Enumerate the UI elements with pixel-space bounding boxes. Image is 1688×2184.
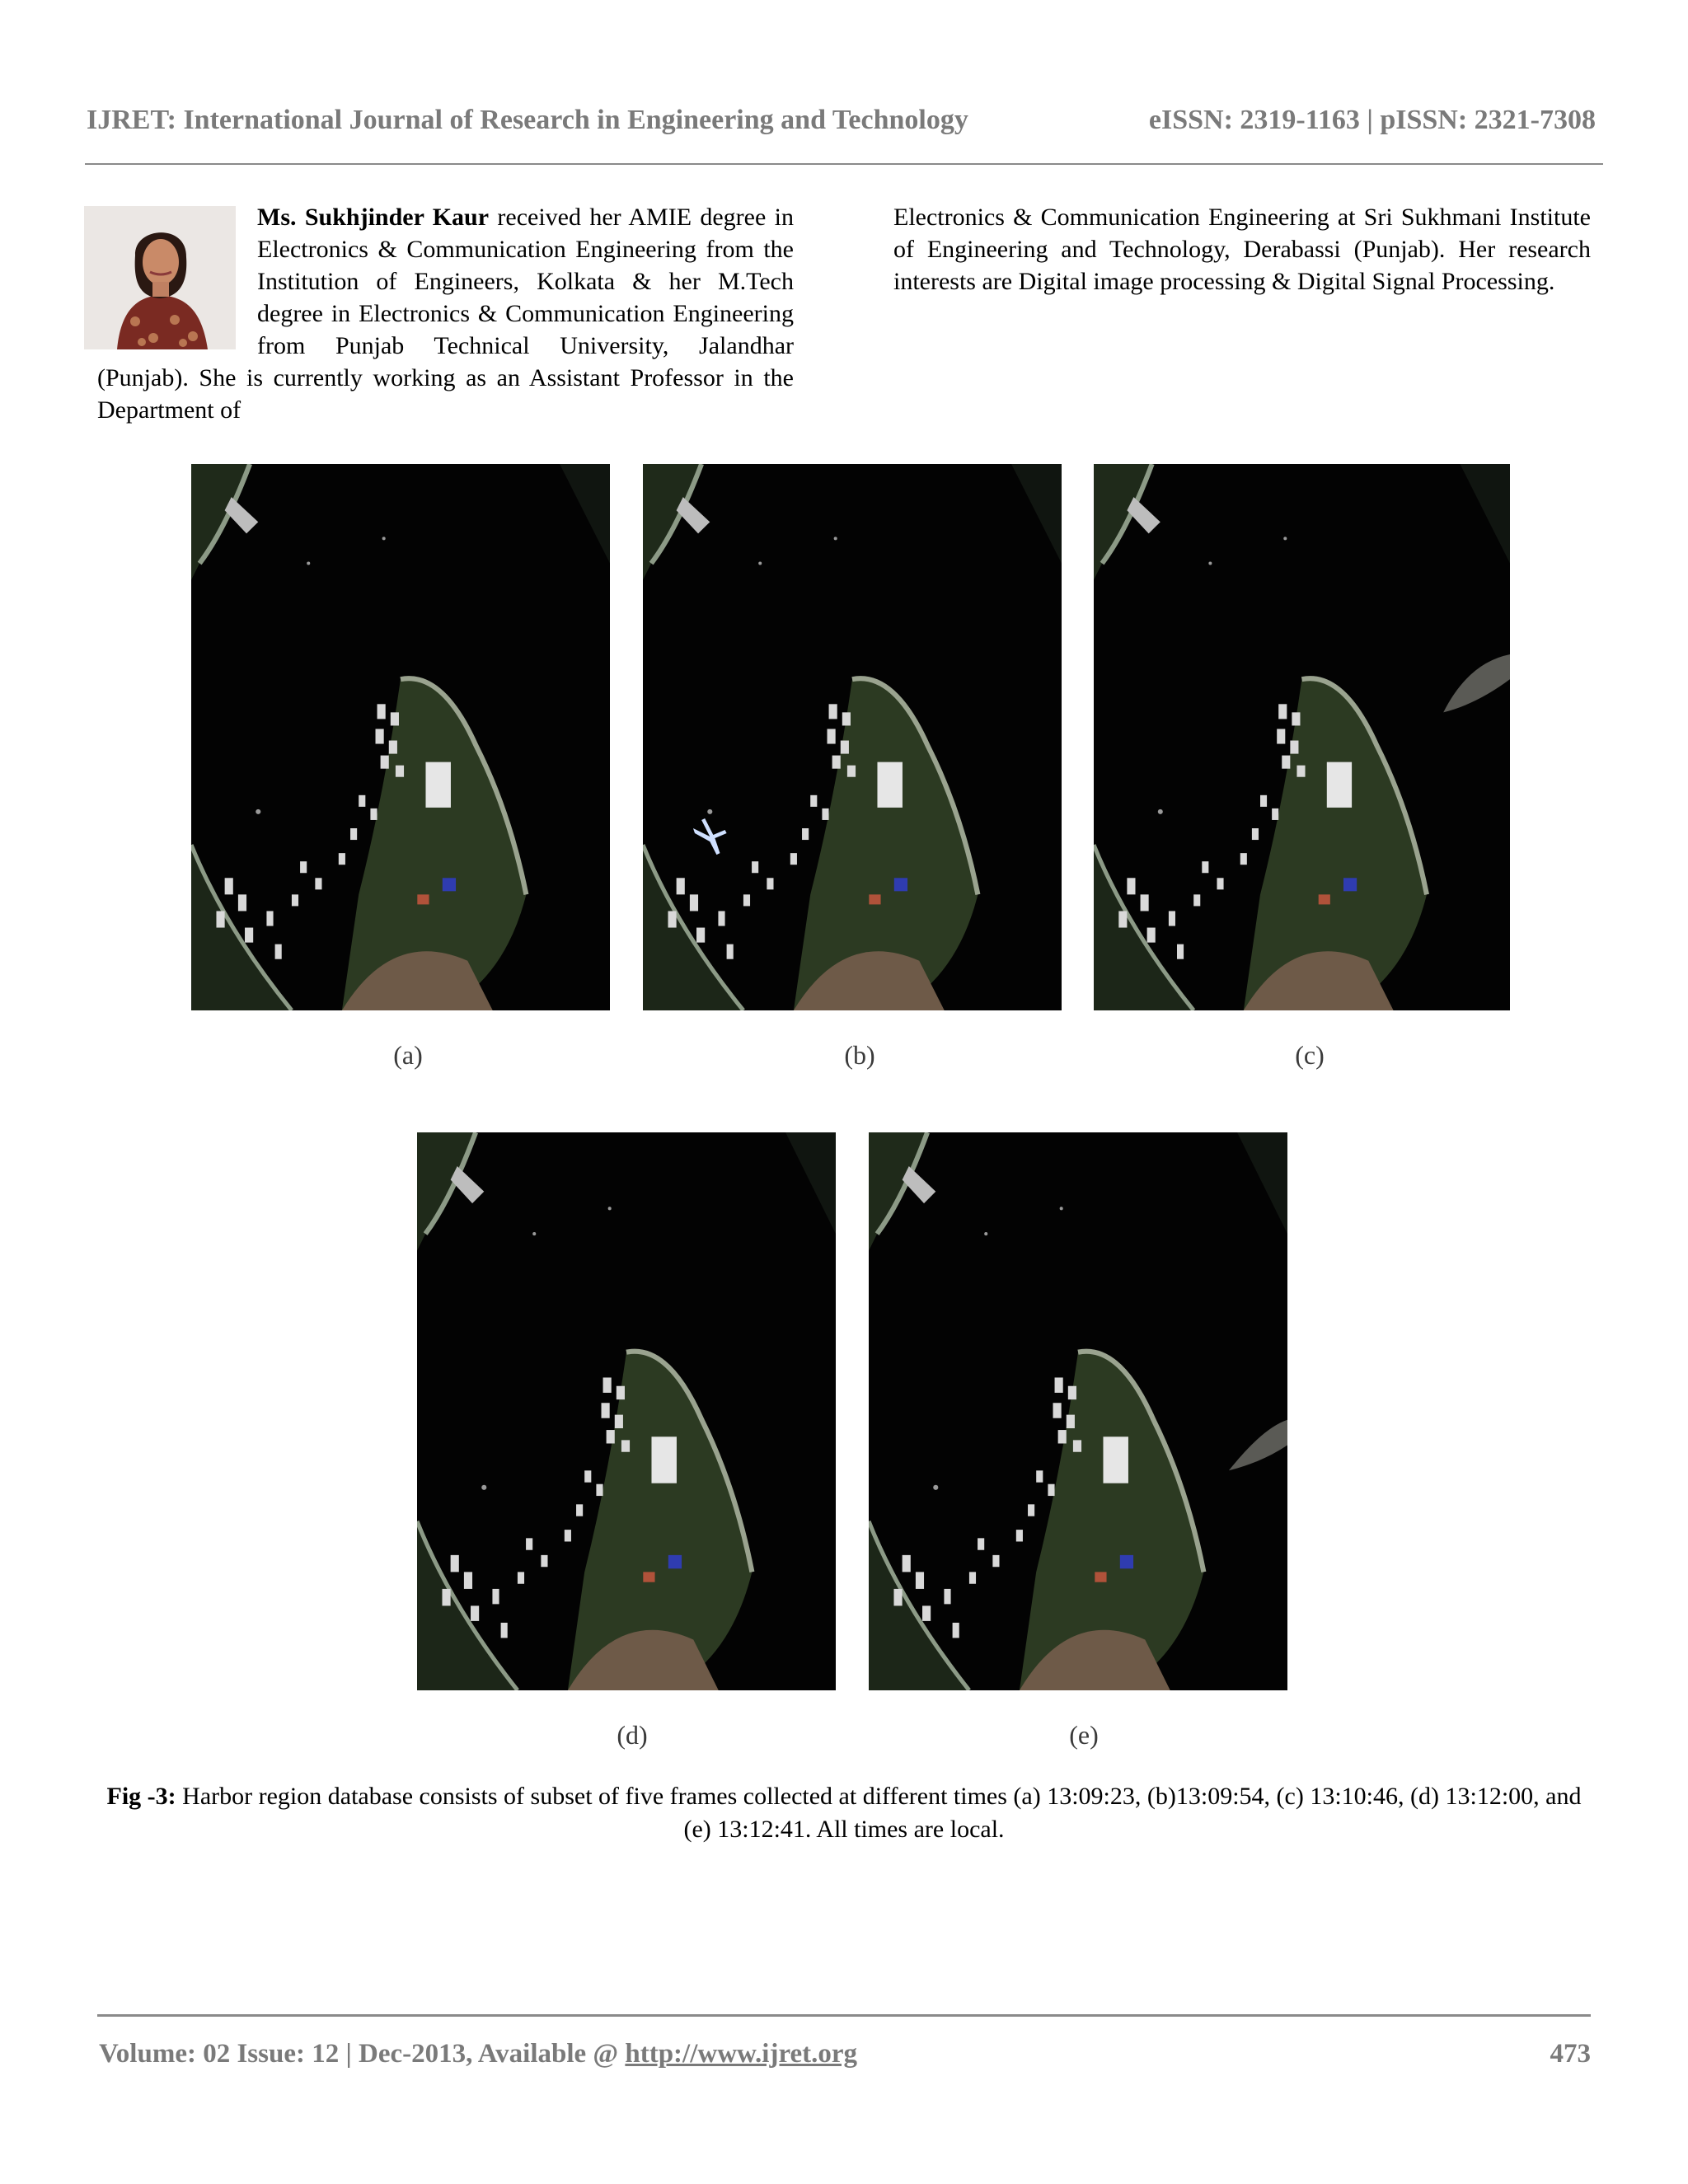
harbor-frame-d-image	[417, 1132, 836, 1690]
caption-text: Harbor region database consists of subset of five frames collected at different times (a) 13:09:23, (b)13:09:54, (c) 13:10:46, (d) 13:12:00, and (e) 13:12:41. All times are local.	[176, 1783, 1582, 1843]
running-header	[87, 97, 1596, 143]
harbor-frame-b-image	[643, 464, 1062, 1010]
figure-caption	[97, 1780, 1591, 1846]
running-footer	[99, 2034, 1591, 2074]
label-e: (e)	[1069, 1720, 1099, 1750]
frame-a	[191, 464, 610, 1010]
author-name: Ms. Sukhjinder Kaur	[257, 204, 490, 231]
volume-text: Volume: 02 Issue: 12 | Dec-2013, Available @	[99, 2038, 626, 2069]
journal-title: IJRET: International Journal of Research in Engineering and Technology	[87, 105, 968, 135]
frame-c	[1094, 464, 1510, 1010]
bio-text-right: Electronics & Communication Engineering at Sri Sukhmani Institute of Engineering and Technology, Derabassi (Punjab). Her research interests are Digital image processing & Digital Signal Processing.	[893, 204, 1591, 295]
harbor-frame-c-image	[1094, 464, 1510, 1010]
author-bio-left	[97, 201, 794, 426]
footer-volume	[99, 2039, 857, 2069]
label-d: (d)	[617, 1720, 648, 1750]
author-bio-right	[893, 201, 1591, 298]
footer-divider	[97, 2014, 1591, 2017]
author-photo	[84, 206, 236, 349]
frame-e	[869, 1132, 1287, 1690]
label-c: (c)	[1295, 1040, 1325, 1070]
journal-link[interactable]: http://www.ijret.org	[625, 2038, 858, 2069]
header-divider	[85, 163, 1603, 165]
label-a: (a)	[393, 1040, 423, 1070]
page-number: 473	[1550, 2038, 1591, 2069]
issn-numbers: eISSN: 2319-1163 | pISSN: 2321-7308	[1148, 105, 1596, 135]
frame-d	[417, 1132, 836, 1690]
author-portrait-image	[84, 206, 236, 349]
harbor-frame-a-image	[191, 464, 610, 1010]
label-b: (b)	[844, 1040, 875, 1070]
harbor-frame-e-image	[869, 1132, 1287, 1690]
bio-text-left: received her AMIE degree in Electronics & Communication Engineering from the Institution of Engineers, Kolkata & her M.Tech degree in Electronics & Communication Engineering from Punjab Technical University, Jalandhar (Punjab). She is currently working as an Assistant Professor in the Department of	[97, 204, 794, 424]
caption-label: Fig -3:	[106, 1783, 176, 1810]
frame-b	[643, 464, 1062, 1010]
